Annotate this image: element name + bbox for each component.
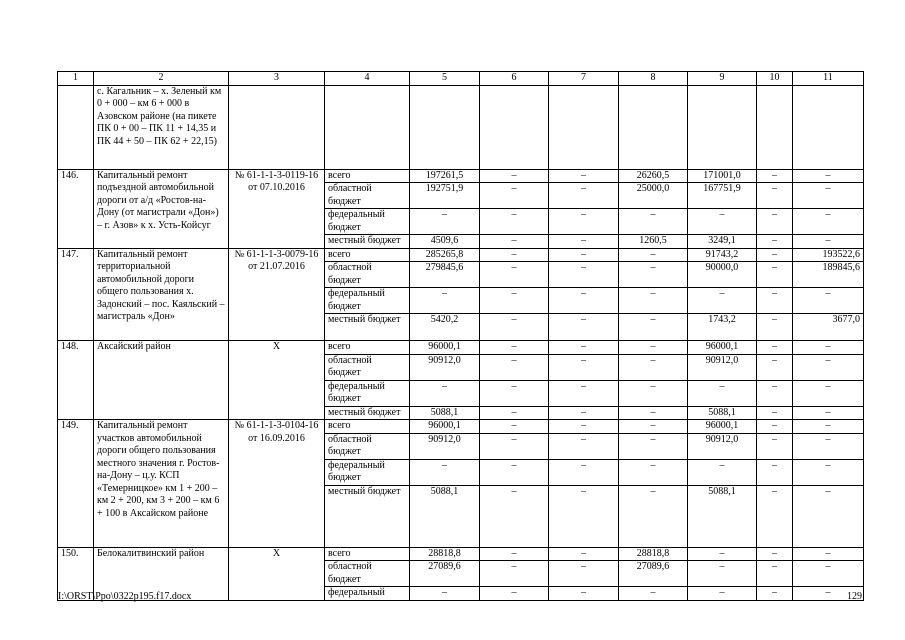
value-cell: –	[757, 587, 793, 601]
entry-number: 150.	[58, 547, 94, 600]
value-cell: –	[480, 314, 549, 341]
value-cell: 5088,1	[410, 485, 480, 547]
entry-doc: Х	[229, 341, 325, 420]
funding-source: федеральный бюджет	[325, 288, 410, 314]
column-number: 10	[757, 72, 793, 86]
funding-source: областной бюджет	[325, 561, 410, 587]
value-cell: –	[549, 420, 619, 434]
value-cell: –	[549, 406, 619, 420]
value-cell: 96000,1	[410, 341, 480, 355]
value-cell: –	[480, 341, 549, 355]
value-cell: –	[757, 406, 793, 420]
value-cell: 96000,1	[410, 420, 480, 434]
column-number: 6	[480, 72, 549, 86]
table-row	[58, 420, 864, 434]
entry-name: Капитальный ремонт территориальной автомобильной дороги общего пользования х. Задонский – пос. Каяльский – магистраль «Дон»	[94, 248, 229, 341]
value-cell: –	[619, 459, 688, 485]
value-cell: –	[793, 420, 864, 434]
entry-doc: № 61-1-1-3-0079-16 от 21.07.2016	[229, 248, 325, 341]
value-cell: –	[757, 459, 793, 485]
value-cell: 90912,0	[410, 354, 480, 380]
value-cell: –	[480, 380, 549, 406]
value-cell: –	[619, 209, 688, 235]
value-cell: –	[793, 288, 864, 314]
value-cell: –	[619, 485, 688, 547]
value-cell: 171001,0	[688, 169, 757, 183]
value-cell: –	[793, 561, 864, 587]
value-cell: 91743,2	[688, 248, 757, 262]
value-cell: –	[793, 459, 864, 485]
value-cell: 1260,5	[619, 235, 688, 249]
value-cell: –	[549, 547, 619, 561]
value-cell: –	[549, 209, 619, 235]
value-cell: –	[619, 380, 688, 406]
value-cell: –	[480, 433, 549, 459]
column-number: 9	[688, 72, 757, 86]
file-path: I:\ORST\Ppo\0322p195.f17.docx	[58, 591, 192, 602]
funding-source: областной бюджет	[325, 433, 410, 459]
funding-source: областной бюджет	[325, 262, 410, 288]
entry-number: 147.	[58, 248, 94, 341]
value-cell: –	[549, 248, 619, 262]
value-cell: –	[549, 561, 619, 587]
funding-source: местный бюджет	[325, 485, 410, 547]
value-cell: –	[549, 235, 619, 249]
table-row	[58, 169, 864, 183]
continuation-row	[58, 85, 864, 169]
value-cell: –	[549, 433, 619, 459]
value-cell: –	[480, 587, 549, 601]
value-cell: –	[793, 406, 864, 420]
value-cell: –	[480, 354, 549, 380]
value-cell: –	[410, 587, 480, 601]
column-number: 8	[619, 72, 688, 86]
value-cell: –	[480, 485, 549, 547]
entry-name: Белокалитвинский район	[94, 547, 229, 600]
value-cell: –	[619, 420, 688, 434]
value-cell: –	[549, 485, 619, 547]
funding-source: всего	[325, 248, 410, 262]
table-row	[58, 341, 864, 355]
column-number: 1	[58, 72, 94, 86]
value-cell: 90912,0	[410, 433, 480, 459]
value-cell: 96000,1	[688, 420, 757, 434]
value-cell: –	[410, 380, 480, 406]
value-cell: 90912,0	[688, 354, 757, 380]
value-cell: –	[619, 587, 688, 601]
value-cell: 27089,6	[410, 561, 480, 587]
value-cell: 279845,6	[410, 262, 480, 288]
value-cell: –	[480, 183, 549, 209]
funding-source: всего	[325, 341, 410, 355]
value-cell: –	[549, 380, 619, 406]
value-cell: 167751,9	[688, 183, 757, 209]
value-cell: –	[757, 485, 793, 547]
value-cell: –	[549, 587, 619, 601]
value-cell: –	[757, 235, 793, 249]
value-cell: –	[793, 209, 864, 235]
funding-source: областной бюджет	[325, 183, 410, 209]
funding-source: федеральный бюджет	[325, 380, 410, 406]
value-cell: –	[549, 288, 619, 314]
value-cell: –	[757, 248, 793, 262]
value-cell: 197261,5	[410, 169, 480, 183]
value-cell: 28818,8	[619, 547, 688, 561]
value-cell: –	[688, 209, 757, 235]
value-cell: –	[757, 341, 793, 355]
value-cell: –	[757, 209, 793, 235]
value-cell: –	[757, 288, 793, 314]
entry-number: 148.	[58, 341, 94, 420]
entry-name: Капитальный ремонт участков автомобильной дороги общего пользования местного значения г. Ростов-на-Дону – ц.у. КСП «Темерницкое» км 1 + 200 – км 2 + 200, км 3 + 200 – км 6 + 100 в Аксайском районе	[94, 420, 229, 548]
value-cell: –	[619, 433, 688, 459]
value-cell: –	[619, 406, 688, 420]
value-cell: –	[549, 169, 619, 183]
value-cell: –	[793, 341, 864, 355]
entry-doc: Х	[229, 547, 325, 600]
value-cell: –	[793, 380, 864, 406]
table-row	[58, 547, 864, 561]
value-cell: –	[619, 314, 688, 341]
value-cell: –	[480, 248, 549, 262]
budget-table	[57, 71, 864, 601]
funding-source: местный бюджет	[325, 235, 410, 249]
value-cell: 28818,8	[410, 547, 480, 561]
column-number: 2	[94, 72, 229, 86]
table-row	[58, 248, 864, 262]
value-cell: –	[793, 433, 864, 459]
value-cell: –	[793, 169, 864, 183]
value-cell: –	[480, 406, 549, 420]
value-cell: –	[619, 248, 688, 262]
value-cell: –	[549, 183, 619, 209]
value-cell: 90912,0	[688, 433, 757, 459]
value-cell: –	[793, 354, 864, 380]
funding-source: всего	[325, 547, 410, 561]
page-number: 129	[847, 591, 862, 602]
value-cell: 1743,2	[688, 314, 757, 341]
value-cell: –	[549, 341, 619, 355]
value-cell: –	[619, 288, 688, 314]
entry-name: Аксайский район	[94, 341, 229, 420]
entry-name: Капитальный ремонт подъездной автомобильной дороги от а/д «Ростов-на-Дону (от магистрали «Дон») – г. Азов» к х. Усть-Койсуг	[94, 169, 229, 248]
value-cell: –	[757, 433, 793, 459]
column-number: 5	[410, 72, 480, 86]
value-cell: 5088,1	[410, 406, 480, 420]
value-cell: 193522,6	[793, 248, 864, 262]
funding-source: всего	[325, 420, 410, 434]
value-cell: –	[410, 209, 480, 235]
value-cell: –	[793, 547, 864, 561]
value-cell: –	[480, 209, 549, 235]
value-cell: –	[410, 288, 480, 314]
value-cell: 4509,6	[410, 235, 480, 249]
value-cell: 25000,0	[619, 183, 688, 209]
funding-source: федеральный бюджет	[325, 459, 410, 485]
value-cell: –	[480, 459, 549, 485]
value-cell: 285265,8	[410, 248, 480, 262]
column-number: 11	[793, 72, 864, 86]
value-cell: –	[480, 169, 549, 183]
value-cell: –	[410, 459, 480, 485]
value-cell: 27089,6	[619, 561, 688, 587]
value-cell: –	[793, 235, 864, 249]
value-cell: –	[549, 314, 619, 341]
value-cell: –	[619, 262, 688, 288]
column-number: 7	[549, 72, 619, 86]
value-cell: –	[549, 354, 619, 380]
funding-source: федеральный бюджет	[325, 209, 410, 235]
value-cell: –	[688, 288, 757, 314]
value-cell: –	[757, 314, 793, 341]
value-cell: 3677,0	[793, 314, 864, 341]
funding-source: местный бюджет	[325, 314, 410, 341]
funding-source: всего	[325, 169, 410, 183]
value-cell: –	[793, 485, 864, 547]
value-cell: –	[549, 459, 619, 485]
value-cell: 5420,2	[410, 314, 480, 341]
value-cell: –	[549, 262, 619, 288]
value-cell: –	[688, 459, 757, 485]
column-number: 3	[229, 72, 325, 86]
funding-source: областной бюджет	[325, 354, 410, 380]
value-cell: 192751,9	[410, 183, 480, 209]
value-cell: –	[480, 288, 549, 314]
value-cell: –	[757, 183, 793, 209]
value-cell: –	[793, 183, 864, 209]
value-cell: –	[757, 561, 793, 587]
value-cell: –	[688, 561, 757, 587]
value-cell: –	[688, 547, 757, 561]
value-cell: –	[480, 547, 549, 561]
funding-source: местный бюджет	[325, 406, 410, 420]
value-cell: 5088,1	[688, 406, 757, 420]
value-cell: 96000,1	[688, 341, 757, 355]
column-number-row	[58, 72, 864, 86]
continuation-name: с. Кагальник – х. Зеленый км 0 + 000 – км 6 + 000 в Азовском районе (на пикете ПК 0 + 00 – ПК 11 + 14,35 и ПК 44 + 50 – ПК 62 + 22,15)	[94, 85, 229, 169]
value-cell: 3249,1	[688, 235, 757, 249]
entry-number: 146.	[58, 169, 94, 248]
entry-doc: № 61-1-1-3-0119-16 от 07.10.2016	[229, 169, 325, 248]
value-cell: –	[757, 262, 793, 288]
value-cell: 189845,6	[793, 262, 864, 288]
funding-source: федеральный	[325, 587, 410, 601]
value-cell: –	[480, 561, 549, 587]
value-cell: –	[480, 262, 549, 288]
value-cell: –	[688, 587, 757, 601]
value-cell: –	[793, 587, 864, 601]
value-cell: 90000,0	[688, 262, 757, 288]
value-cell: –	[757, 380, 793, 406]
entry-number: 149.	[58, 420, 94, 548]
value-cell: –	[480, 420, 549, 434]
value-cell: –	[757, 354, 793, 380]
value-cell: 5088,1	[688, 485, 757, 547]
value-cell: 26260,5	[619, 169, 688, 183]
value-cell: –	[757, 420, 793, 434]
value-cell: –	[480, 235, 549, 249]
entry-doc: № 61-1-1-3-0104-16 от 16.09.2016	[229, 420, 325, 548]
value-cell: –	[619, 354, 688, 380]
value-cell: –	[757, 547, 793, 561]
column-number: 4	[325, 72, 410, 86]
value-cell: –	[619, 341, 688, 355]
value-cell: –	[688, 380, 757, 406]
value-cell: –	[757, 169, 793, 183]
